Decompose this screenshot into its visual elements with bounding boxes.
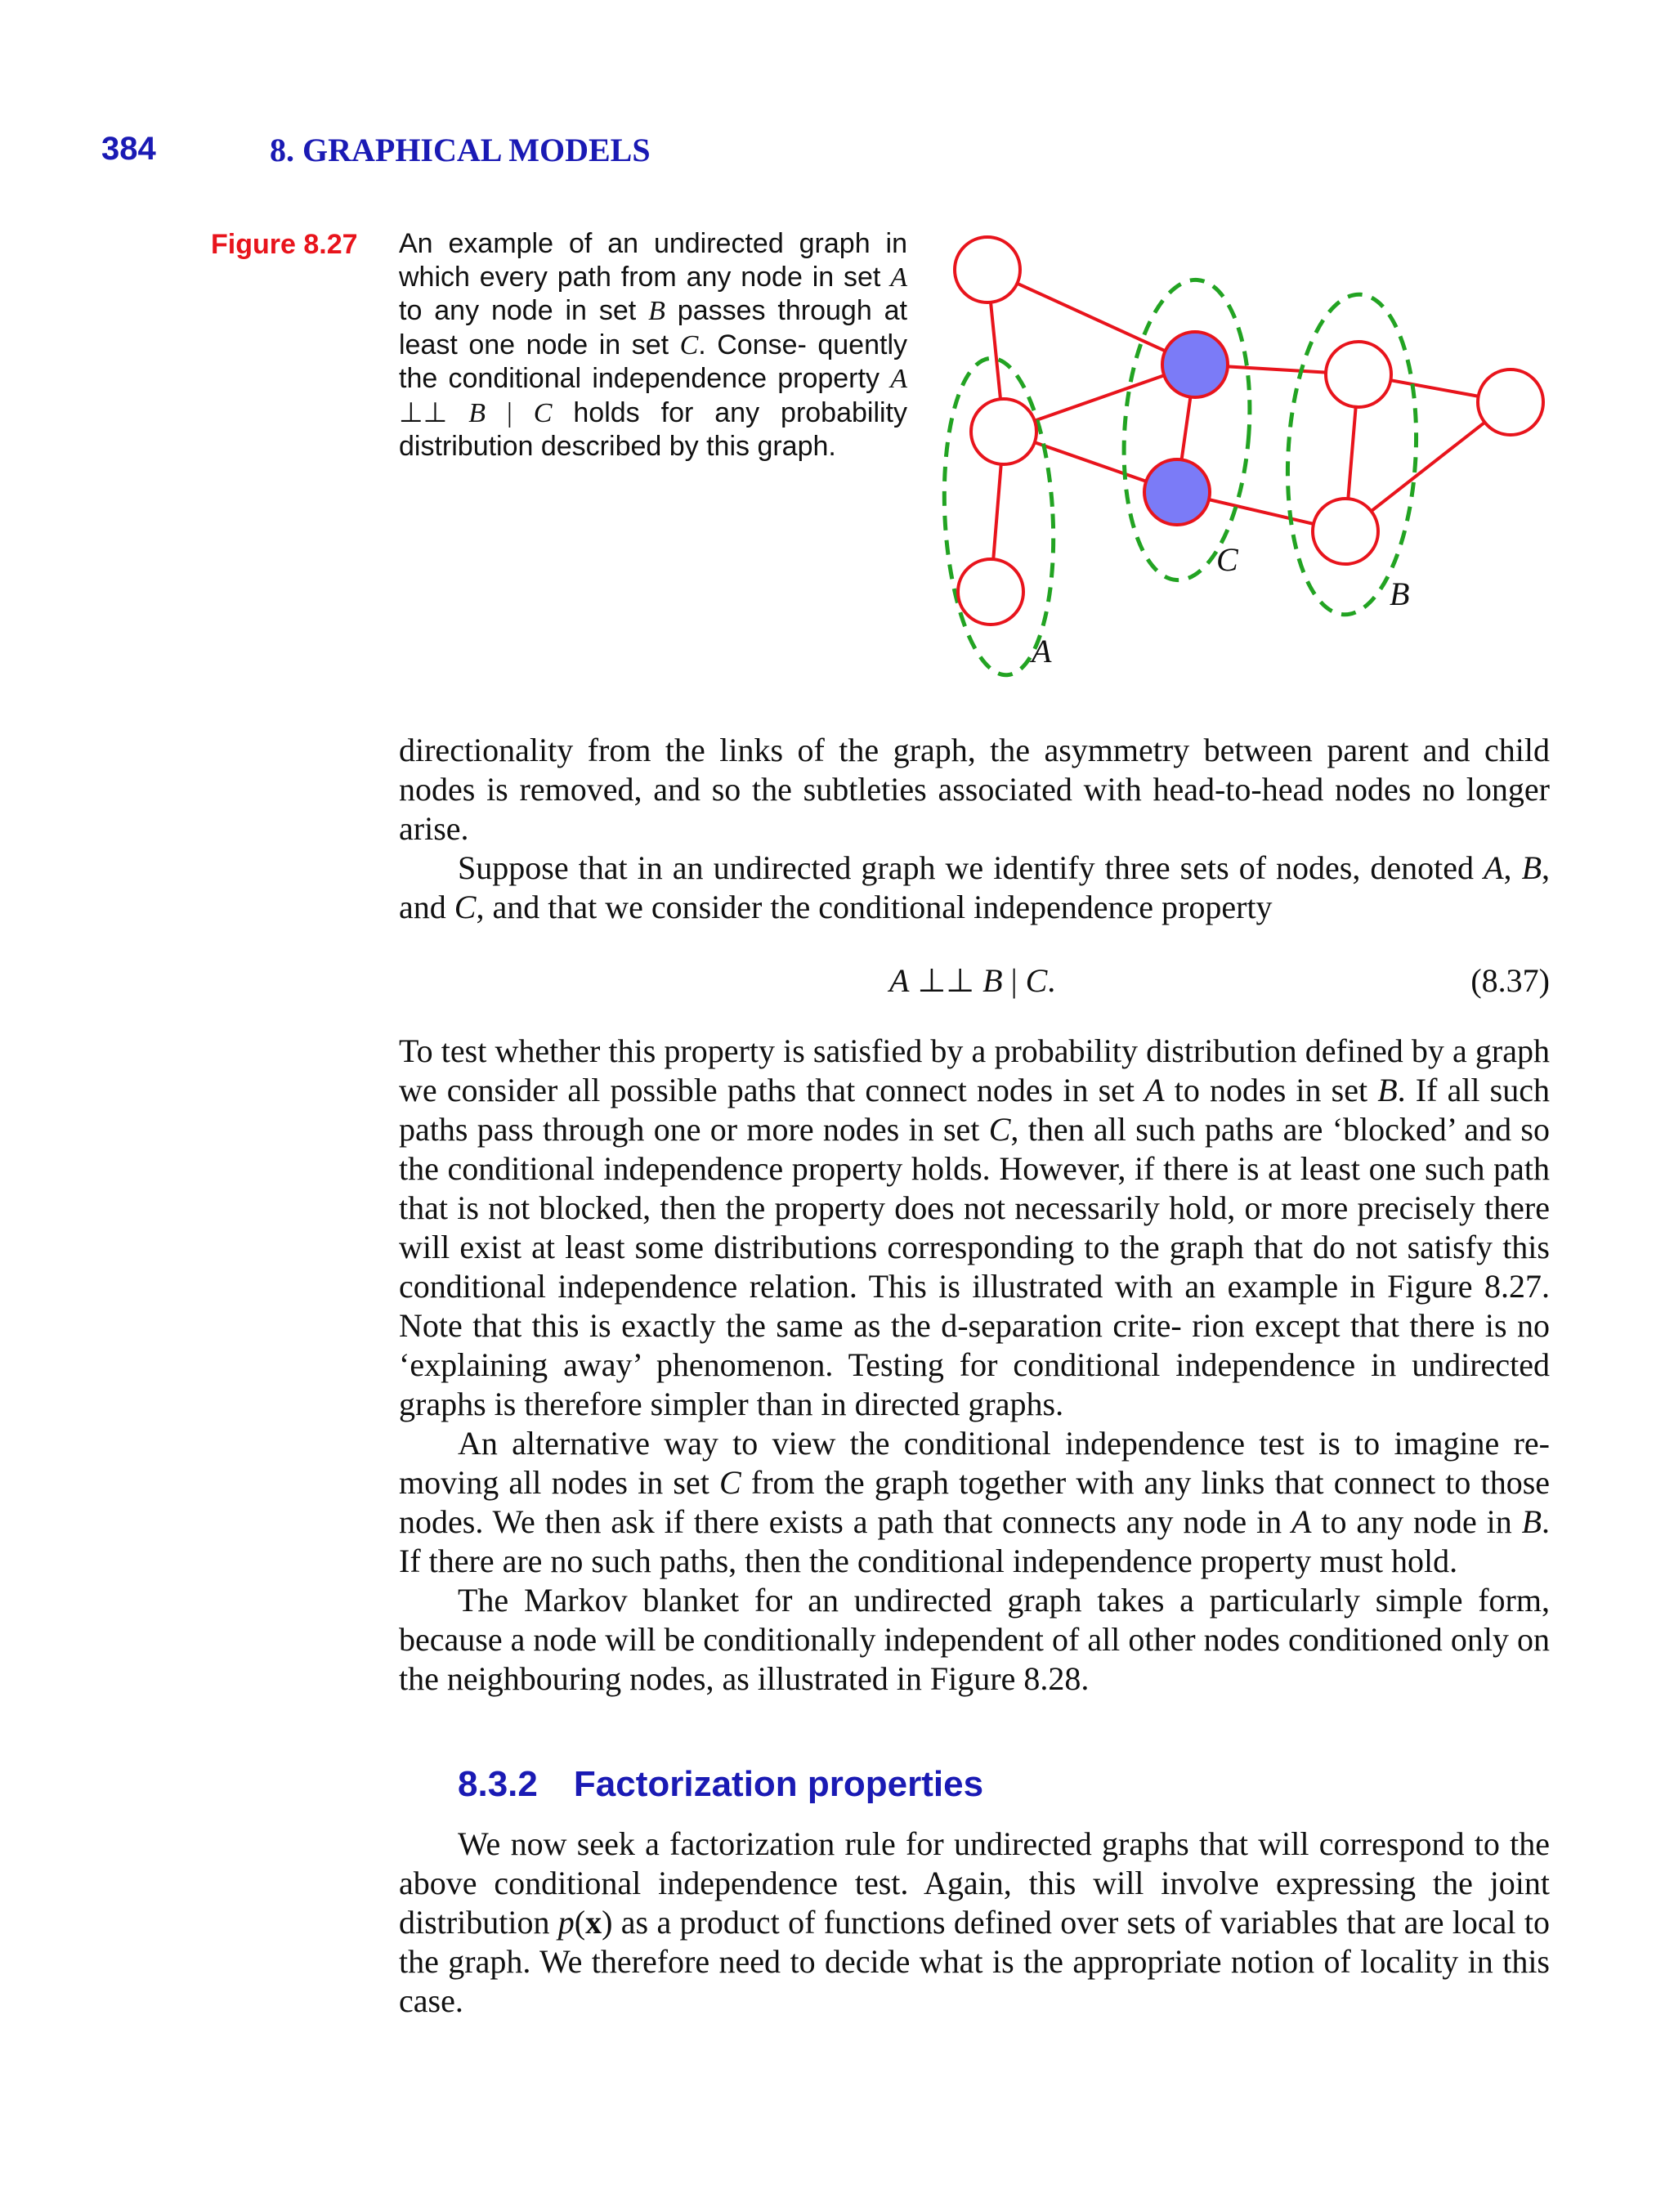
node-observed xyxy=(1162,332,1228,397)
set-a-label: A xyxy=(1032,633,1052,669)
paragraph: We now seek a factorization rule for undirected graphs that will correspond to the above conditional independence test. Again, this will involve expressing the joint distribution p(x) as a product of functions defined over sets of variables that are local to the graph. We therefore need to decide what is the appropriate notion of locality in this case. xyxy=(399,1825,1550,2019)
equation-8-37 xyxy=(399,961,1550,1004)
node xyxy=(958,559,1023,625)
set-c-label: C xyxy=(1216,541,1238,578)
node xyxy=(955,237,1020,302)
body-text-upper xyxy=(399,731,1550,927)
equation-number: (8.37) xyxy=(1470,962,1550,999)
equation-content: A ⊥⊥ B | C. xyxy=(889,962,1056,999)
node xyxy=(1478,369,1543,435)
node xyxy=(1326,342,1391,407)
node xyxy=(1313,499,1378,564)
page-header xyxy=(0,131,1674,180)
paragraph: The Markov blanket for an undirected graph takes a particularly simple form, because a node will be conditionally independent of all other nodes conditioned only on the neighbouring nodes, as illustrated in Figure 8.28. xyxy=(399,1582,1550,1697)
section-heading: 8.3.2 Factorization properties xyxy=(458,1764,984,1804)
figure-caption: An example of an undirected graph in which every path from any node in set A to any node in set B passes through at least one node in set C. Conse- quently the conditional independence property A ⊥⊥ B | C holds for any probability distribution described by this graph. xyxy=(399,228,908,462)
paragraph: Suppose that in an undirected graph we identify three sets of nodes, denoted A, B, and C, and that we consider the conditional independence property xyxy=(399,849,1550,925)
undirected-graph-figure xyxy=(924,221,1561,687)
set-b-label: B xyxy=(1390,575,1410,612)
paragraph: directionality from the links of the graph, the asymmetry between parent and child nodes is removed, and so the subtleties associated with head-to-head nodes no longer arise. xyxy=(399,732,1550,847)
paragraph: To test whether this property is satisfied by a probability distribution defined by a graph we consider all possible paths that connect nodes in set A to nodes in set B. If all such paths pass through one or more nodes in set C, then all such paths are ‘blocked’ and so the conditional independence property holds. However, if there is at least one such path that is not blocked, then the property does not necessarily hold, or more precisely there will exist at least some distributions corresponding to the graph that do not satisfy this conditional independence relation. This is illustrated with an example in Figure 8.27. Note that this is exactly the same as the d-separation crite- rion except that there is no ‘explaining away’ phenomenon. Testing for conditional independence in undirected graphs is therefore simpler than in directed graphs. xyxy=(399,1032,1550,1422)
figure-label: Figure 8.27 xyxy=(211,229,358,260)
node-observed xyxy=(1144,459,1210,525)
page-number: 384 xyxy=(101,131,156,167)
chapter-title: 8. GRAPHICAL MODELS xyxy=(270,132,651,168)
body-text-middle xyxy=(399,1032,1550,1699)
body-text-lower xyxy=(399,1825,1550,2021)
paragraph: An alternative way to view the conditional independence test is to imagine re- moving all nodes in set C from the graph together with any links that connect to those nodes. We then ask if there exists a path that connects any node in A to any node in B. If there are no such paths, then the conditional independence property must hold. xyxy=(399,1425,1551,1579)
node xyxy=(971,399,1036,464)
